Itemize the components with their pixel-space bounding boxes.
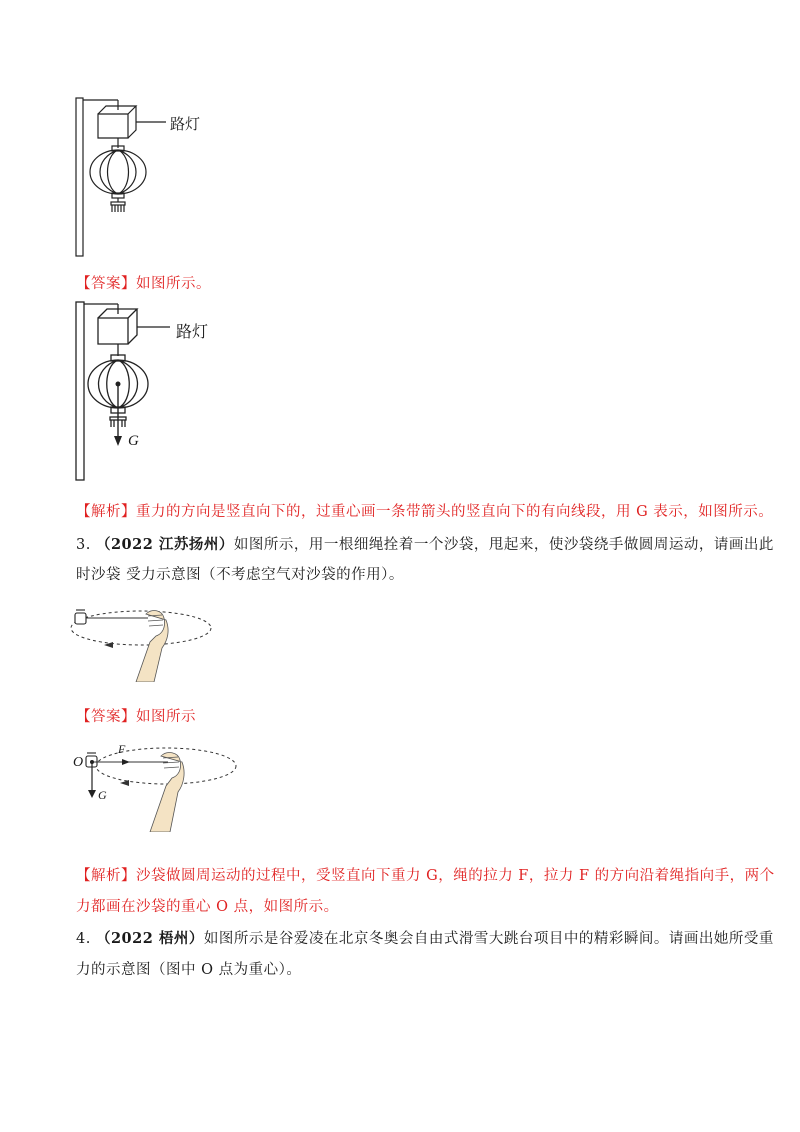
- analysis-line-1: [76, 500, 773, 521]
- analysis-line-2a: [76, 864, 775, 885]
- question-4-number: 4.: [76, 931, 91, 947]
- answer-text: 如图所示。: [136, 276, 211, 292]
- lamp-label-answer: 路灯: [176, 322, 209, 341]
- question-number: 3.: [76, 537, 91, 553]
- question-3-line-2: [76, 563, 404, 584]
- question-source: （2022 江苏扬州）: [95, 536, 234, 553]
- analysis-text-2a: 沙袋做圆周运动的过程中，受竖直向下重力 G，绳的拉力 F，拉力 F 的方向沿着绳指向手，两个: [136, 868, 775, 884]
- answer-text-2: 如图所示: [136, 709, 196, 725]
- lamp-label: 路灯: [170, 115, 201, 133]
- question-text: 如图所示，用一根细绳拴着一个沙袋，甩起来，使沙袋绕手做圆周运动，请画出此: [233, 537, 774, 553]
- question-text-cont: 时沙袋 受力示意图（不考虑空气对沙袋的作用）。: [76, 567, 404, 583]
- analysis-text: 重力的方向是竖直向下的，过重心画一条带箭头的竖直向下的有向线段，用 G 表示，如图所示。: [136, 504, 774, 520]
- answer-line-2: [76, 705, 196, 726]
- figure-sandbag-answer: [66, 738, 246, 832]
- answer-tag: 【答案】: [76, 276, 136, 292]
- question-4-text: 如图所示是谷爱凌在北京冬奥会自由式滑雪大跳台项目中的精彩瞬间。请画出她所受重: [203, 931, 774, 947]
- analysis-tag-2: 【解析】: [76, 868, 136, 884]
- answer-tag-2: 【答案】: [76, 709, 136, 725]
- figure-street-lamp-answer: [70, 300, 230, 482]
- figure-sandbag-question: [66, 598, 226, 682]
- force-f-label: F: [118, 742, 126, 756]
- question-4-line-2: [76, 958, 301, 979]
- question-3-line-1: [76, 533, 774, 554]
- sandbag-forces-drawing: [66, 738, 246, 832]
- force-g-label: G: [98, 788, 107, 802]
- question-4-text-cont: 力的示意图（图中 O 点为重心）。: [76, 962, 302, 978]
- figure-street-lamp-question: [70, 96, 220, 258]
- sandbag-drawing: [66, 598, 226, 682]
- force-label-g: G: [128, 433, 139, 449]
- analysis-text-2b: 力都画在沙袋的重心 O 点，如图所示。: [76, 899, 339, 915]
- analysis-line-2b: [76, 895, 339, 916]
- analysis-tag: 【解析】: [76, 504, 136, 520]
- question-4-line-1: [76, 927, 774, 948]
- question-4-source: （2022 梧州）: [95, 930, 204, 947]
- answer-line-1: [76, 272, 211, 293]
- point-o-label: O: [73, 755, 84, 770]
